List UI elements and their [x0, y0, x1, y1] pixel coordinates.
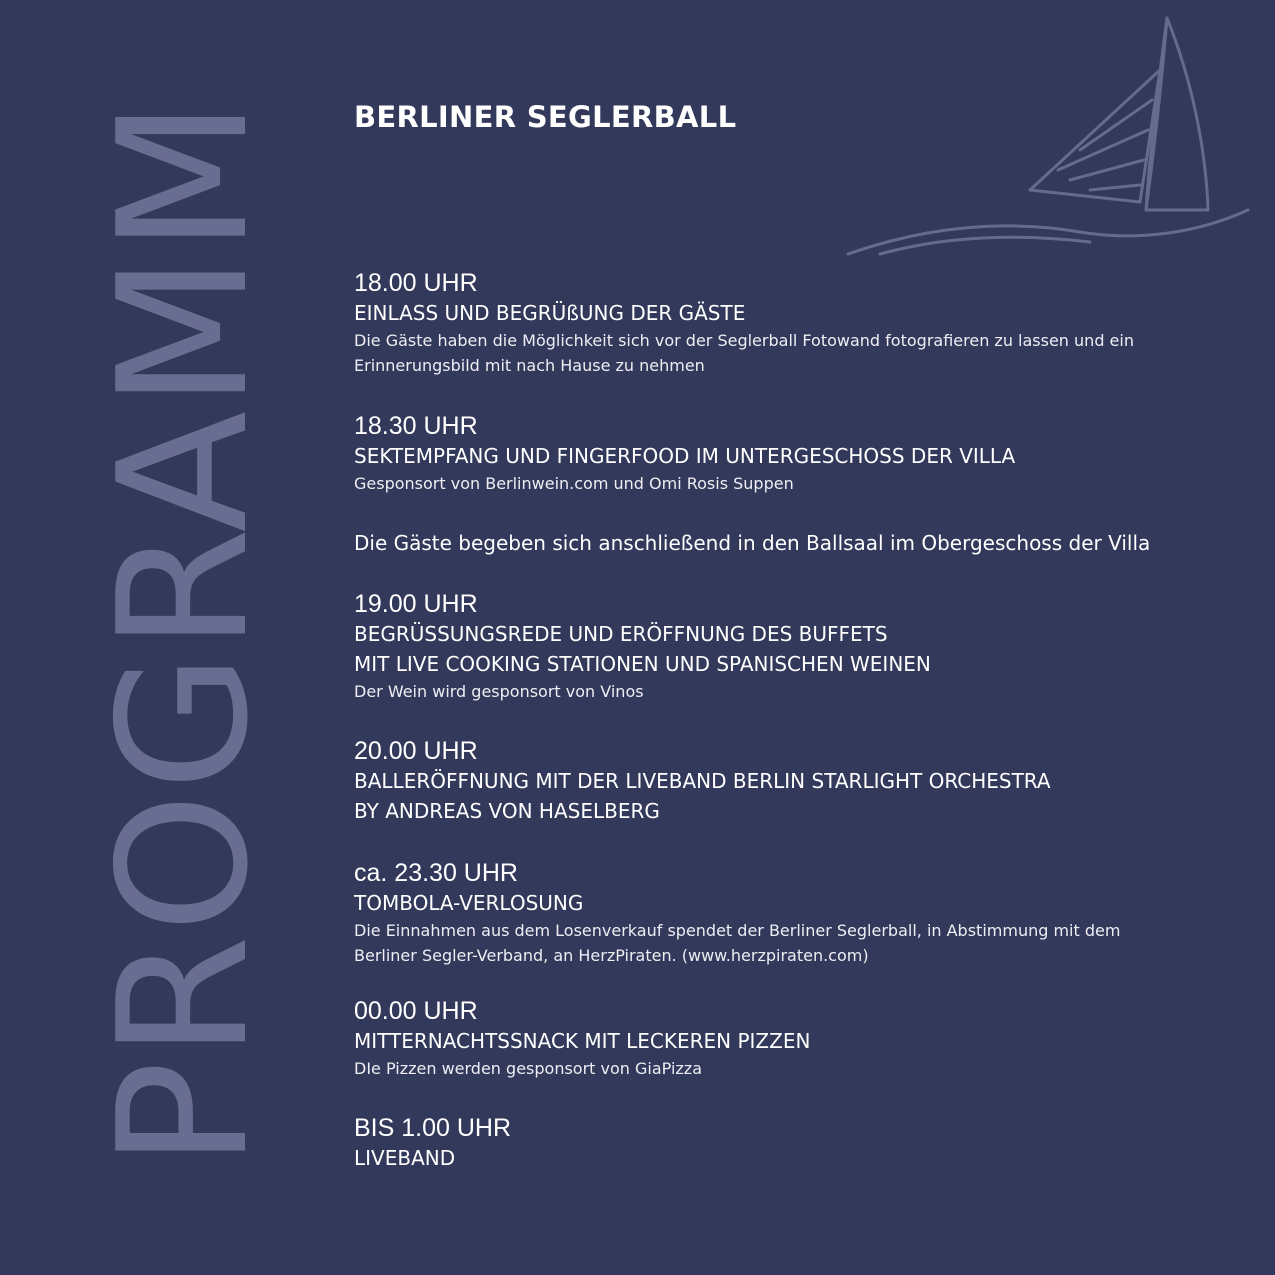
schedule-heading: BALLERÖFFNUNG MIT DER LIVEBAND BERLIN STARLIGHT ORCHESTRA: [354, 769, 1051, 793]
schedule-description: Die Gäste haben die Möglichkeit sich vor der Seglerball Fotowand fotografieren zu lassen und ein: [354, 331, 1134, 350]
schedule-heading: SEKTEMPFANG UND FINGERFOOD IM UNTERGESCHOSS DER VILLA: [354, 444, 1016, 468]
schedule-item: [354, 736, 1234, 826]
schedule-heading: EINLASS UND BEGRÜßUNG DER GÄSTE: [354, 301, 746, 325]
schedule-item: [354, 1113, 1234, 1173]
schedule-description: DIe Pizzen werden gesponsort von GiaPizza: [354, 1059, 702, 1078]
schedule-heading: MITTERNACHTSSNACK MIT LECKEREN PIZZEN: [354, 1029, 811, 1053]
transition-note: Die Gäste begeben sich anschließend in den Ballsaal im Obergeschoss der Villa: [354, 531, 1151, 555]
schedule-heading: MIT LIVE COOKING STATIONEN UND SPANISCHEN WEINEN: [354, 652, 931, 676]
schedule-heading: LIVEBAND: [354, 1146, 456, 1170]
schedule-item: [354, 411, 1234, 496]
schedule-time: ca. 23.30 UHR: [354, 859, 518, 887]
schedule-time: 18.30 UHR: [354, 412, 478, 440]
schedule-time: 19.00 UHR: [354, 590, 478, 618]
schedule-item: [354, 996, 1234, 1081]
schedule-description: Berliner Segler-Verband, an HerzPiraten. (www.herzpiraten.com): [354, 946, 869, 965]
schedule-description: Erinnerungsbild mit nach Hause zu nehmen: [354, 356, 705, 375]
schedule-time: 18.00 UHR: [354, 269, 478, 297]
schedule-description: Der Wein wird gesponsort von Vinos: [354, 682, 644, 701]
schedule-description: Gesponsort von Berlinwein.com und Omi Rosis Suppen: [354, 474, 794, 493]
schedule-heading: TOMBOLA-VERLOSUNG: [354, 891, 584, 915]
schedule-time: 00.00 UHR: [354, 997, 478, 1025]
schedule-description: Die Einnahmen aus dem Losenverkauf spendet der Berliner Seglerball, in Abstimmung mit dem: [354, 921, 1121, 940]
sailboat-icon: [840, 10, 1260, 270]
schedule-time: 20.00 UHR: [354, 737, 478, 765]
schedule-item: [354, 858, 1234, 968]
schedule-heading: BEGRÜSSUNGSREDE UND ERÖFFNUNG DES BUFFETS: [354, 622, 888, 646]
vertical-title: PROGRAMM: [80, 97, 287, 1168]
event-title: BERLINER SEGLERBALL: [354, 100, 737, 134]
schedule-heading: BY ANDREAS VON HASELBERG: [354, 799, 660, 823]
schedule-item: [354, 268, 1234, 378]
schedule-item: [354, 589, 1234, 704]
schedule-time: BIS 1.00 UHR: [354, 1114, 512, 1142]
